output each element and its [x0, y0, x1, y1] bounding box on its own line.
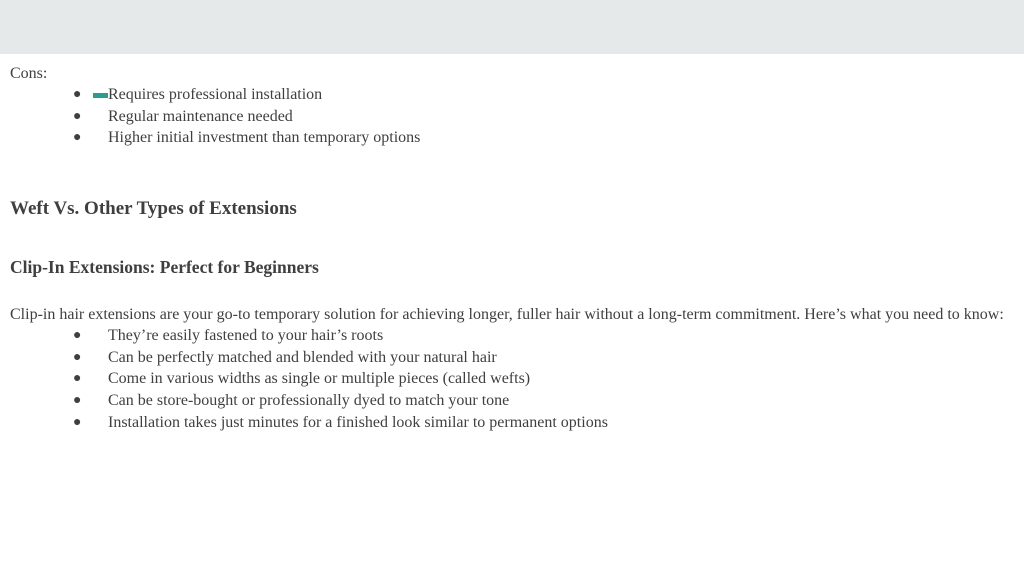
list-item [10, 412, 1014, 434]
bullet-icon: ● [73, 414, 82, 430]
clip-item-text: Can be perfectly matched and blended with your natural hair [108, 348, 497, 366]
header-band [0, 0, 1024, 54]
list-item [10, 84, 1014, 106]
clip-item-text: They’re easily fastened to your hair’s roots [108, 327, 384, 345]
list-item [10, 390, 1014, 412]
list-item [10, 368, 1014, 390]
bullet-icon: ● [73, 393, 82, 409]
bullet-icon: ● [73, 87, 82, 102]
list-item [10, 127, 1014, 149]
cons-item-text: Higher initial investment than temporary options [108, 129, 421, 147]
text-cursor-icon [93, 93, 108, 98]
clip-item-text: Can be store-bought or professionally dyed to match your tone [108, 392, 510, 410]
cons-item-text: Regular maintenance needed [108, 107, 293, 125]
document-content [10, 64, 1014, 433]
list-item [10, 106, 1014, 128]
cons-label: Cons: [10, 65, 48, 82]
bullet-icon: ● [73, 328, 82, 344]
clip-in-list [10, 325, 1014, 433]
clip-item-text: Come in various widths as single or multiple pieces (called wefts) [108, 370, 531, 388]
bullet-icon: ● [73, 108, 82, 124]
clip-item-text: Installation takes just minutes for a finished look similar to permanent options [108, 413, 608, 431]
cons-list [10, 84, 1014, 149]
section-heading: Weft Vs. Other Types of Extensions [10, 197, 297, 219]
bullet-icon: ● [73, 130, 82, 146]
cons-item-text: Requires professional installation [108, 86, 323, 103]
subsection-heading: Clip-In Extensions: Perfect for Beginners [10, 256, 319, 277]
bullet-icon: ● [73, 349, 82, 365]
bullet-icon: ● [73, 371, 82, 387]
list-item [10, 347, 1014, 369]
intro-paragraph: Clip-in hair extensions are your go-to temporary solution for achieving longer, fuller hair without a long-term commitment. Here’s what you need to know: [10, 305, 1004, 323]
list-item [10, 325, 1014, 347]
